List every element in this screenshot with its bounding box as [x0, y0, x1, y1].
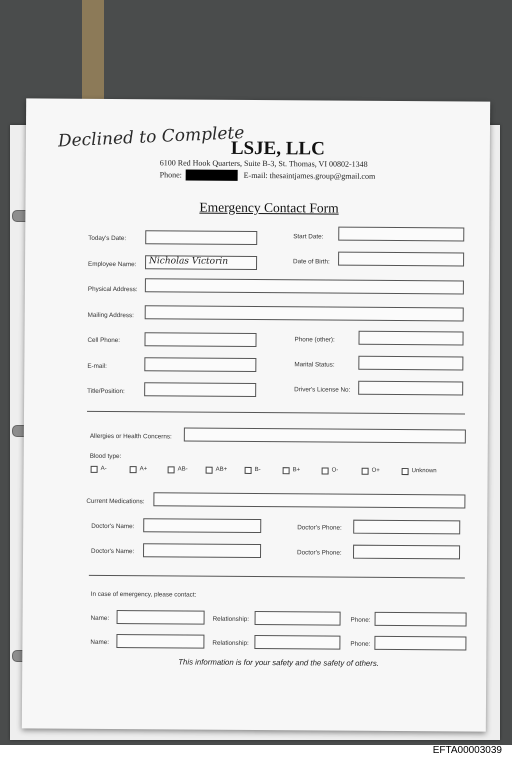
blood-type-checkbox[interactable]	[362, 468, 369, 475]
drivers-license-label: Driver's License No:	[294, 386, 351, 394]
doctor-name-label: Doctor's Name:	[91, 547, 135, 556]
redaction-block	[186, 170, 238, 181]
start-date-field[interactable]	[338, 227, 464, 242]
blood-type-option: Unknown	[411, 468, 437, 475]
contact-phone-field[interactable]	[374, 636, 466, 651]
contact-phone-field[interactable]	[375, 612, 467, 627]
blood-type-checkbox[interactable]	[206, 467, 213, 474]
blood-type-option: AB-	[177, 466, 188, 473]
blood-type-checkbox[interactable]	[245, 467, 252, 474]
doctor-name-label: Doctor's Name:	[91, 522, 135, 531]
blood-type-option: A-	[100, 465, 107, 472]
blood-type-option: O-	[331, 467, 339, 474]
todays-date-label: Today's Date:	[88, 234, 127, 243]
doctor-name-field[interactable]	[143, 518, 261, 533]
emergency-heading: In case of emergency, please contact:	[90, 590, 197, 599]
doctor-phone-label: Doctor's Phone:	[297, 549, 342, 557]
employee-name-value: Nicholas Victorin	[149, 256, 229, 267]
phone-label: Phone:	[159, 170, 182, 180]
drivers-license-field[interactable]	[358, 381, 463, 396]
blood-type-label: Blood type:	[89, 452, 122, 461]
blood-type-checkbox[interactable]	[91, 466, 98, 473]
employee-name-field[interactable]	[145, 255, 257, 270]
emergency-contact-form	[22, 98, 490, 731]
blood-type-checkbox[interactable]	[402, 468, 409, 475]
blood-type-option: B+	[292, 467, 301, 474]
date-of-birth-field[interactable]	[338, 252, 464, 267]
contact-relationship-label: Relationship:	[212, 615, 250, 623]
phone-other-label: Phone (other):	[294, 336, 335, 344]
todays-date-field[interactable]	[145, 230, 257, 245]
physical-address-label: Physical Address:	[87, 285, 138, 294]
cell-phone-label: Cell Phone:	[87, 336, 121, 345]
allergies-label: Allergies or Health Concerns:	[89, 432, 172, 441]
phone-other-field[interactable]	[358, 331, 463, 346]
marital-status-label: Marital Status:	[294, 361, 335, 369]
blood-type-option: A+	[139, 466, 148, 473]
company-name: LSJE, LLC	[230, 137, 325, 160]
contact-phone-label: Phone:	[350, 616, 371, 624]
contact-phone-label: Phone:	[350, 640, 371, 648]
blood-type-checkbox[interactable]	[322, 467, 329, 474]
marital-status-field[interactable]	[358, 356, 463, 371]
blood-type-checkbox[interactable]	[130, 466, 137, 473]
company-email: E-mail: thesaintjames.group@gmail.com	[243, 170, 376, 181]
doctor-phone-label: Doctor's Phone:	[297, 524, 342, 532]
form-title: Emergency Contact Form	[199, 199, 339, 216]
physical-address-field[interactable]	[145, 278, 464, 294]
company-address: 6100 Red Hook Quarters, Suite B-3, St. Thomas, VI 00802-1348	[159, 158, 368, 169]
contact-relationship-field[interactable]	[254, 635, 340, 650]
blood-type-option: O+	[371, 467, 380, 474]
doctor-phone-field[interactable]	[353, 545, 460, 560]
handwritten-note: Declined to Complete	[57, 123, 245, 152]
contact-relationship-field[interactable]	[255, 611, 341, 626]
title-position-label: Title/Position:	[87, 387, 125, 396]
employee-name-label: Employee Name:	[88, 260, 137, 269]
title-position-field[interactable]	[144, 382, 256, 397]
start-date-label: Start Date:	[293, 233, 324, 241]
contact-name-label: Name:	[90, 638, 109, 646]
contact-name-field[interactable]	[116, 634, 204, 649]
contact-relationship-label: Relationship:	[212, 639, 249, 647]
company-contact-row	[159, 170, 376, 181]
section-divider	[87, 411, 465, 415]
mailing-address-label: Mailing Address:	[87, 311, 134, 320]
section-divider	[89, 575, 465, 579]
mailing-address-field[interactable]	[145, 305, 464, 321]
allergies-field[interactable]	[184, 427, 466, 443]
current-medications-label: Current Medications:	[86, 497, 145, 506]
email-field[interactable]	[144, 357, 256, 372]
current-medications-field[interactable]	[153, 492, 465, 508]
email-label: E-mail:	[87, 362, 107, 370]
blood-type-option: AB+	[215, 466, 228, 473]
footer-note: This information is for your safety and the safety of others.	[178, 657, 379, 668]
doctor-name-field[interactable]	[143, 543, 261, 558]
contact-name-label: Name:	[90, 614, 110, 622]
contact-name-field[interactable]	[117, 610, 205, 625]
doctor-phone-field[interactable]	[353, 520, 460, 535]
cell-phone-field[interactable]	[144, 332, 256, 347]
blood-type-checkbox[interactable]	[168, 466, 175, 473]
blood-type-option: B-	[254, 466, 261, 474]
document-id: EFTA00003039	[432, 745, 502, 756]
date-of-birth-label: Date of Birth:	[293, 258, 330, 266]
blood-type-checkbox[interactable]	[283, 467, 290, 474]
